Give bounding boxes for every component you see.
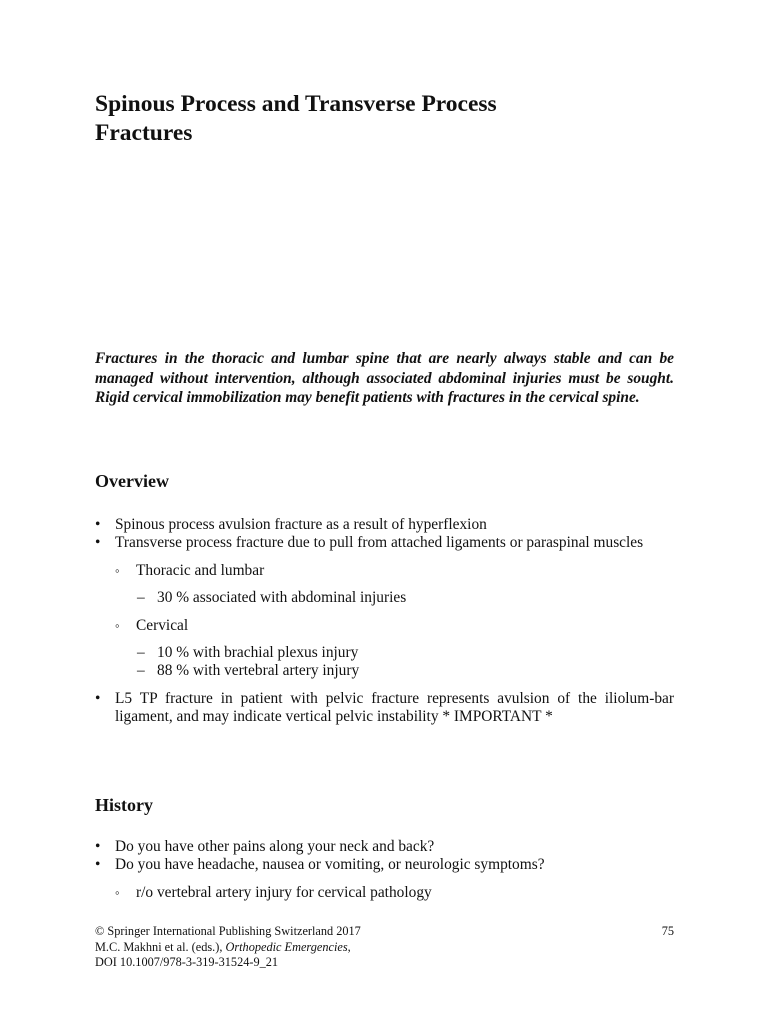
overview-bullet-l5-tp-fracture: • L5 TP fracture in patient with pelvic fracture represents avulsion of the iliolum-bar ligament, and may indicate vertical pelvic instability * IMPORTANT * <box>95 690 674 727</box>
overview-item-brachial-plexus: – 10 % with brachial plexus injury <box>95 644 674 662</box>
overview-item-vertebral-artery: – 88 % with vertebral artery injury <box>95 662 674 680</box>
overview-item-abdominal-injuries: – 30 % associated with abdominal injuries <box>95 589 674 607</box>
chapter-abstract: Fractures in the thoracic and lumbar spine that are nearly always stable and can be managed without intervention, although associated abdominal injuries must be sought. Rigid cervical immobilization may benefit patients with fractures in the cervical spine. <box>95 350 674 406</box>
overview-bullet-hyperflexion: • Spinous process avulsion fracture as a result of hyperflexion <box>95 516 674 534</box>
chapter-title-line-1: Spinous Process and Transverse Process <box>95 91 497 117</box>
footer-copyright: © Springer International Publishing Switzerland 2017 <box>95 924 361 938</box>
footer-editors <box>95 940 674 956</box>
overview-sub-cervical: ◦ Cervical <box>95 617 674 635</box>
history-list <box>95 838 674 902</box>
footer-doi: DOI 10.1007/978-3-319-31524-9_21 <box>95 955 279 970</box>
overview-sub-thoracic-lumbar: ◦ Thoracic and lumbar <box>95 562 674 580</box>
footer-editors-prefix: M.C. Makhni et al. (eds.), <box>95 939 226 954</box>
overview-heading: Overview <box>95 471 169 491</box>
chapter-title-line-2: Fractures <box>95 120 193 146</box>
footer-editors-suffix: , <box>347 939 351 954</box>
page-number: 75 <box>661 924 674 938</box>
overview-list <box>95 516 674 727</box>
chapter-title <box>95 90 695 148</box>
history-heading: History <box>95 795 153 815</box>
history-bullet-pains: • Do you have other pains along your neck and back? <box>95 838 674 856</box>
page-footer <box>95 924 674 971</box>
footer-book-title: Orthopedic Emergencies <box>225 939 348 954</box>
overview-bullet-transverse-process: • Transverse process fracture due to pull from attached ligaments or paraspinal muscles <box>95 534 674 552</box>
history-sub-vertebral-artery: ◦ r/o vertebral artery injury for cervical pathology <box>95 884 674 902</box>
history-bullet-symptoms: • Do you have headache, nausea or vomiting, or neurologic symptoms? <box>95 856 674 874</box>
